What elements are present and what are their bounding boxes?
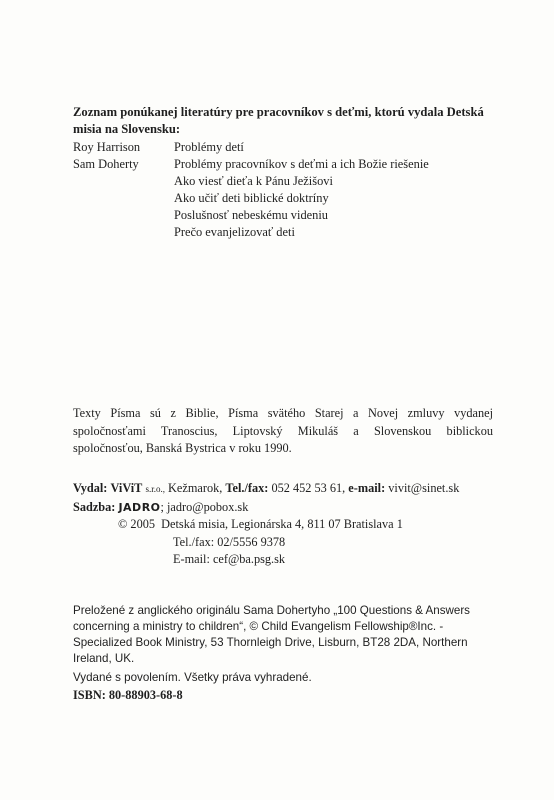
title-column <box>174 139 493 241</box>
publisher-name: ViViT <box>110 481 143 495</box>
imprint <box>73 480 493 569</box>
typeset-email: ; jadro@pobox.sk <box>160 499 249 514</box>
copyright-tel: Tel./fax: 02/5556 9378 <box>173 534 286 549</box>
book-author: Roy Harrison <box>73 140 141 154</box>
typeset-label: Sadzba: <box>73 499 116 514</box>
typeset-line <box>73 499 493 517</box>
copyright-holder: Detská misia, Legionárska 4, 811 07 Bratislava 1 <box>161 517 403 531</box>
literature-section <box>73 104 493 241</box>
telfax-value: 052 452 53 61, <box>271 481 346 495</box>
copyright-line <box>73 516 493 534</box>
publisher-line <box>73 480 493 499</box>
scripture-note: Texty Písma sú z Biblie, Písma svätého Starej a Novej zmluvy vydanej spoločnosťami Tranoscius, Liptovský Mikuláš a Slovenskou biblickou spoločnosťou, Banská Bystrica v roku 1990. <box>73 406 493 455</box>
book-title: Prečo evanjelizovať deti <box>174 225 295 239</box>
book-title: Ako viesť dieťa k Pánu Ježišovi <box>174 174 333 188</box>
email-value: vivit@sinet.sk <box>388 481 460 495</box>
copyright-year: © 2005 <box>118 517 156 531</box>
jadro-logo: JADRO <box>118 500 161 514</box>
isbn: ISBN: 80-88903-68-8 <box>73 688 183 702</box>
publisher-suffix: s.r.o., <box>145 484 165 494</box>
email-label: e-mail: <box>348 481 386 495</box>
author-column <box>73 139 174 241</box>
rights-note: Vydané s povolením. Všetky práva vyhradené. <box>73 671 312 684</box>
telfax-label: Tel./fax: <box>225 481 269 495</box>
book-title: Poslušnosť nebeskému videniu <box>174 208 328 222</box>
copyright-email: E-mail: cef@ba.psg.sk <box>173 552 286 566</box>
translation-note: Preložené z anglického originálu Sama Dohertyho „100 Questions & Answers concerning a ministry to children“, © Child Evangelism Fellowship®Inc. - Specialized Book Ministry, 53 Thornleigh Drive, Lisburn, BT28 2DA, Northern Ireland, UK. <box>73 604 470 665</box>
literature-heading: Zoznam ponúkanej literatúry pre pracovníkov s deťmi, ktorú vydala Detská misia na Slovensku: <box>73 105 484 136</box>
book-title: Problémy detí <box>174 140 244 154</box>
publisher-label: Vydal: <box>73 481 108 495</box>
book-title: Ako učiť deti biblické doktríny <box>174 191 329 205</box>
book-list <box>73 139 493 241</box>
translation-credit <box>73 603 493 686</box>
book-title: Problémy pracovníkov s deťmi a ich Božie riešenie <box>174 157 429 171</box>
book-author: Sam Doherty <box>73 157 139 171</box>
publisher-city: Kežmarok, <box>168 481 223 495</box>
